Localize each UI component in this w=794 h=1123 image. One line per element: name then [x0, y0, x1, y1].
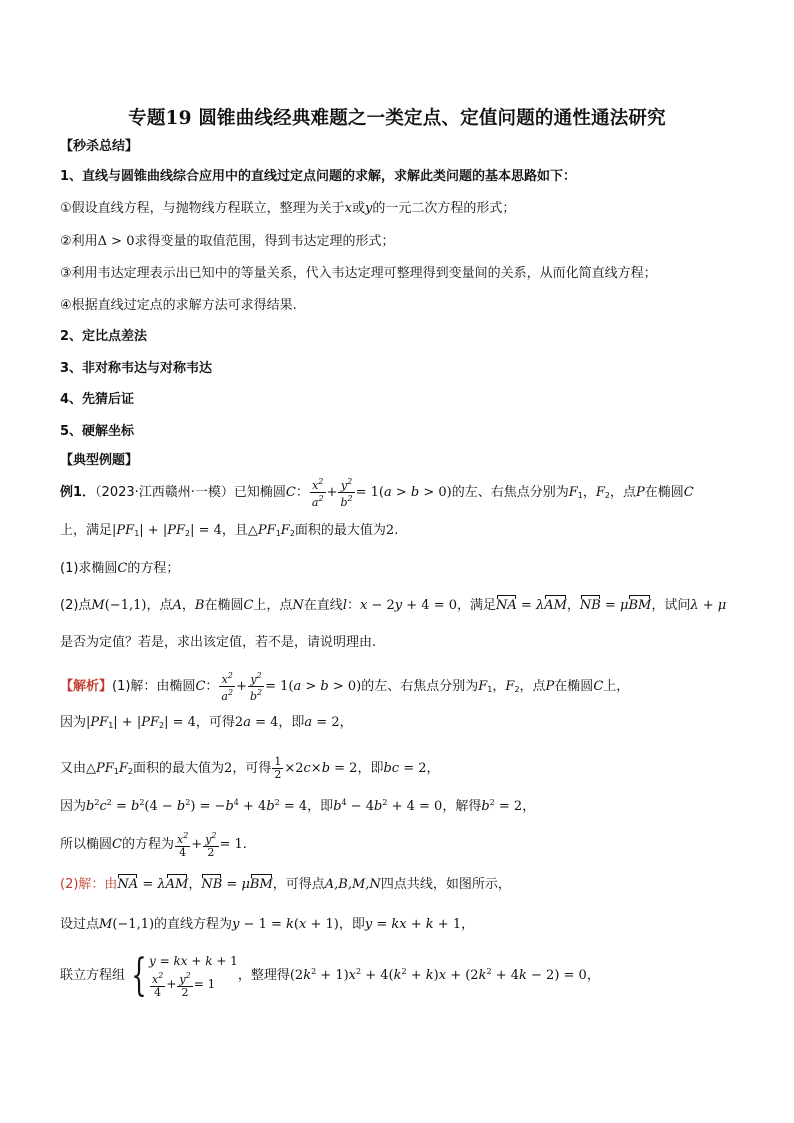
page-title: 专题19 圆锥曲线经典难题之一类定点、定值问题的通性通法研究: [128, 108, 666, 129]
summary-point-2: 2、定比点差法: [60, 329, 148, 344]
solution-line-1: 【解析】(1)解：由椭圆C： $\frac{x^2}{a^2}$ + $\frac{y^2}{b^2}$ = 1(a > b > 0)的左、右焦点分别为$F_1$，$F_2$，点P在椭圆C上，: [60, 671, 630, 703]
example-1-question-1: (1)求椭圆C的方程；: [60, 561, 180, 576]
summary-point-5: 5、硬解坐标: [60, 424, 135, 439]
summary-heading: 【秒杀总结】: [60, 139, 139, 154]
solution-line-2: 因为$|PF_1| + |PF_2| = 4$，可得2a = 4，即a = 2，: [60, 715, 353, 730]
summary-point-3: 3、非对称韦达与对称韦达: [60, 361, 213, 376]
solution-line-4: 因为$b^2c^2 = b^2(4 - b^2) = -b^4 + 4b^2 = 4$，即$b^4 - 4b^2 + 4 = 0$，解得$b^2 = 2$，: [60, 798, 536, 814]
summary-step-2: ②利用Δ > 0求得变量的取值范围，得到韦达定理的形式；: [60, 234, 395, 249]
summary-point-4: 4、先猜后证: [60, 392, 135, 407]
solution-line-5: 所以椭圆C的方程为 $\frac{x^2}{4}$ + $\frac{y^2}{2}$ = 1.: [60, 831, 247, 859]
example-1-question-2-cont: 是否为定值？若是，求出该定值，若不是，请说明理由.: [60, 635, 377, 650]
solution-line-6: (2)解：由NA = λAM，NB = μBM，可得点A,B,M,N四点共线，如图所示，: [60, 877, 511, 892]
summary-step-3: ③利用韦达定理表示出已知中的等量关系，代入韦达定理可整理得到变量间的关系，从而化简直线方程；: [60, 266, 657, 281]
example-1-line-2: 上，满足$|PF_1| + |PF_2| = 4$，且$\triangle PF_1F_2$面积的最大值为2.: [60, 523, 399, 538]
solution-line-8: 联立方程组 { y = kx + k + 1 $\frac{x^2}{4}$ + $\frac{y^2}{2}$ = 1 ，整理得$(2k^2 + 1)x^2 + 4(k^2 + k)x + (2k^2 + 4k - 2) = 0$，: [60, 949, 600, 1001]
summary-step-4: ④根据直线过定点的求解方法可求得结果.: [60, 298, 297, 313]
examples-heading: 【典型例题】: [60, 453, 139, 468]
summary-step-1: ①假设直线方程，与抛物线方程联立，整理为关于x或y的一元二次方程的形式；: [60, 201, 516, 216]
example-1-line-1: 例1．（2023·江西赣州·一模）已知椭圆C： $\frac{x^2}{a^2}$ + $\frac{y^2}{b^2}$ = 1(a > b > 0)的左、右焦点分别为$F_1$，$F_2$，点P在椭圆C: [60, 477, 694, 509]
solution-line-7: 设过点M(−1,1)的直线方程为y − 1 = k(x + 1)，即y = kx + k + 1，: [60, 917, 475, 932]
example-1-question-2: (2)点M(−1,1)，点A，B在椭圆C上，点N在直线l：x − 2y + 4 = 0，满足NA = λAM，NB = μBM，试问λ + μ: [60, 598, 727, 613]
summary-point-1: 1、直线与圆锥曲线综合应用中的直线过定点问题的求解，求解此类问题的基本思路如下：: [60, 169, 577, 184]
solution-line-3: 又由$\triangle PF_1F_2$面积的最大值为2，可得 $\frac{1}{2}$ ×2c×b = 2，即bc = 2，: [60, 755, 440, 781]
